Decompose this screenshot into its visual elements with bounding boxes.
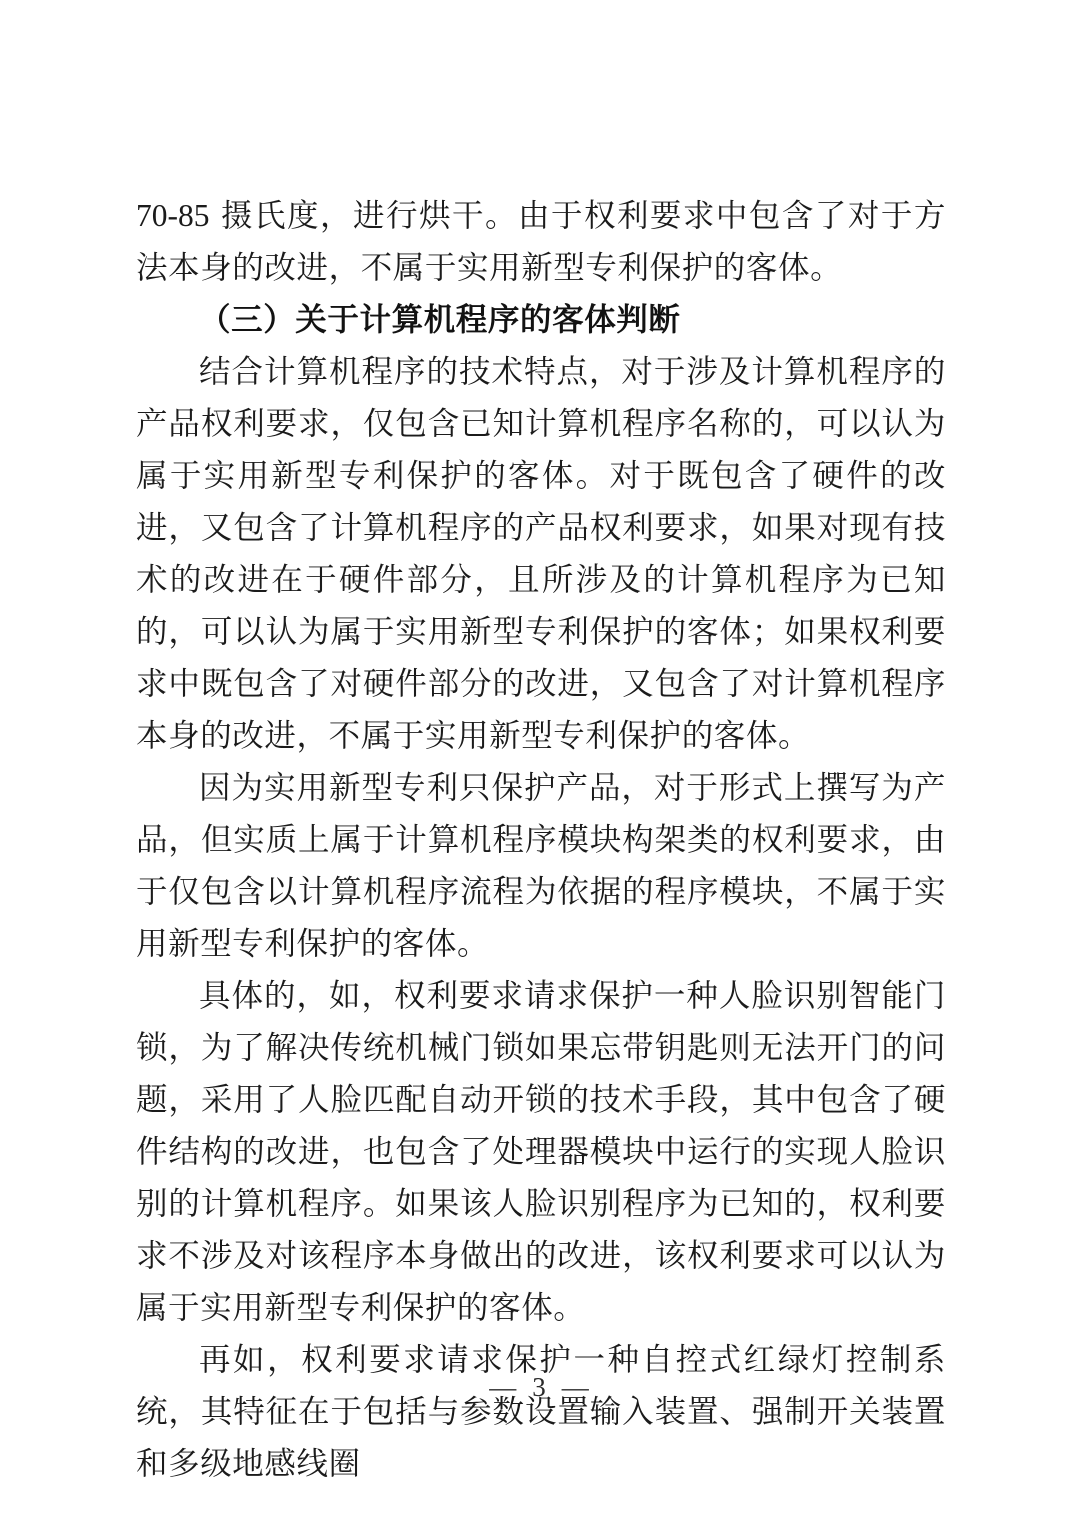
- continued-paragraph: [136, 190, 946, 294]
- paragraph-4: 再如，权利要求请求保护一种自控式红绿灯控制系统，其特征在于包括与参数设置输入装置、强制开关装置和多级地感线圈: [136, 1342, 946, 1482]
- footer-dash-left: —: [489, 1372, 519, 1402]
- page-number: 3: [532, 1372, 548, 1402]
- page-text-body: [136, 190, 946, 1490]
- continued-paragraph-text: 摄氏度，进行烘干。由于权利要求中包含了对于方法本身的改进，不属于实用新型专利保护的客体。: [136, 198, 946, 286]
- temperature-range-value: 70-85: [136, 198, 210, 233]
- footer-dash-right: —: [561, 1372, 591, 1402]
- paragraph-1: 结合计算机程序的技术特点，对于涉及计算机程序的产品权利要求，仅包含已知计算机程序名称的，可以认为属于实用新型专利保护的客体。对于既包含了硬件的改进，又包含了计算机程序的产品权利要求，如果对现有技术的改进在于硬件部分，且所涉及的计算机程序为已知的，可以认为属于实用新型专利保护的客体；如果权利要求中既包含了对硬件部分的改进，又包含了对计算机程序本身的改进，不属于实用新型专利保护的客体。: [136, 354, 946, 754]
- paragraph-3: 具体的，如，权利要求请求保护一种人脸识别智能门锁，为了解决传统机械门锁如果忘带钥匙则无法开门的问题，采用了人脸匹配自动开锁的技术手段，其中包含了硬件结构的改进，也包含了处理器模块中运行的实现人脸识别的计算机程序。如果该人脸识别程序为已知的，权利要求不涉及对该程序本身做出的改进，该权利要求可以认为属于实用新型专利保护的客体。: [136, 978, 946, 1326]
- section-heading-three: （三）关于计算机程序的客体判断: [199, 301, 681, 338]
- page-footer: [0, 1372, 1080, 1403]
- paragraph-2: 因为实用新型专利只保护产品，对于形式上撰写为产品，但实质上属于计算机程序模块构架类的权利要求，由于仅包含以计算机程序流程为依据的程序模块，不属于实用新型专利保护的客体。: [136, 770, 946, 962]
